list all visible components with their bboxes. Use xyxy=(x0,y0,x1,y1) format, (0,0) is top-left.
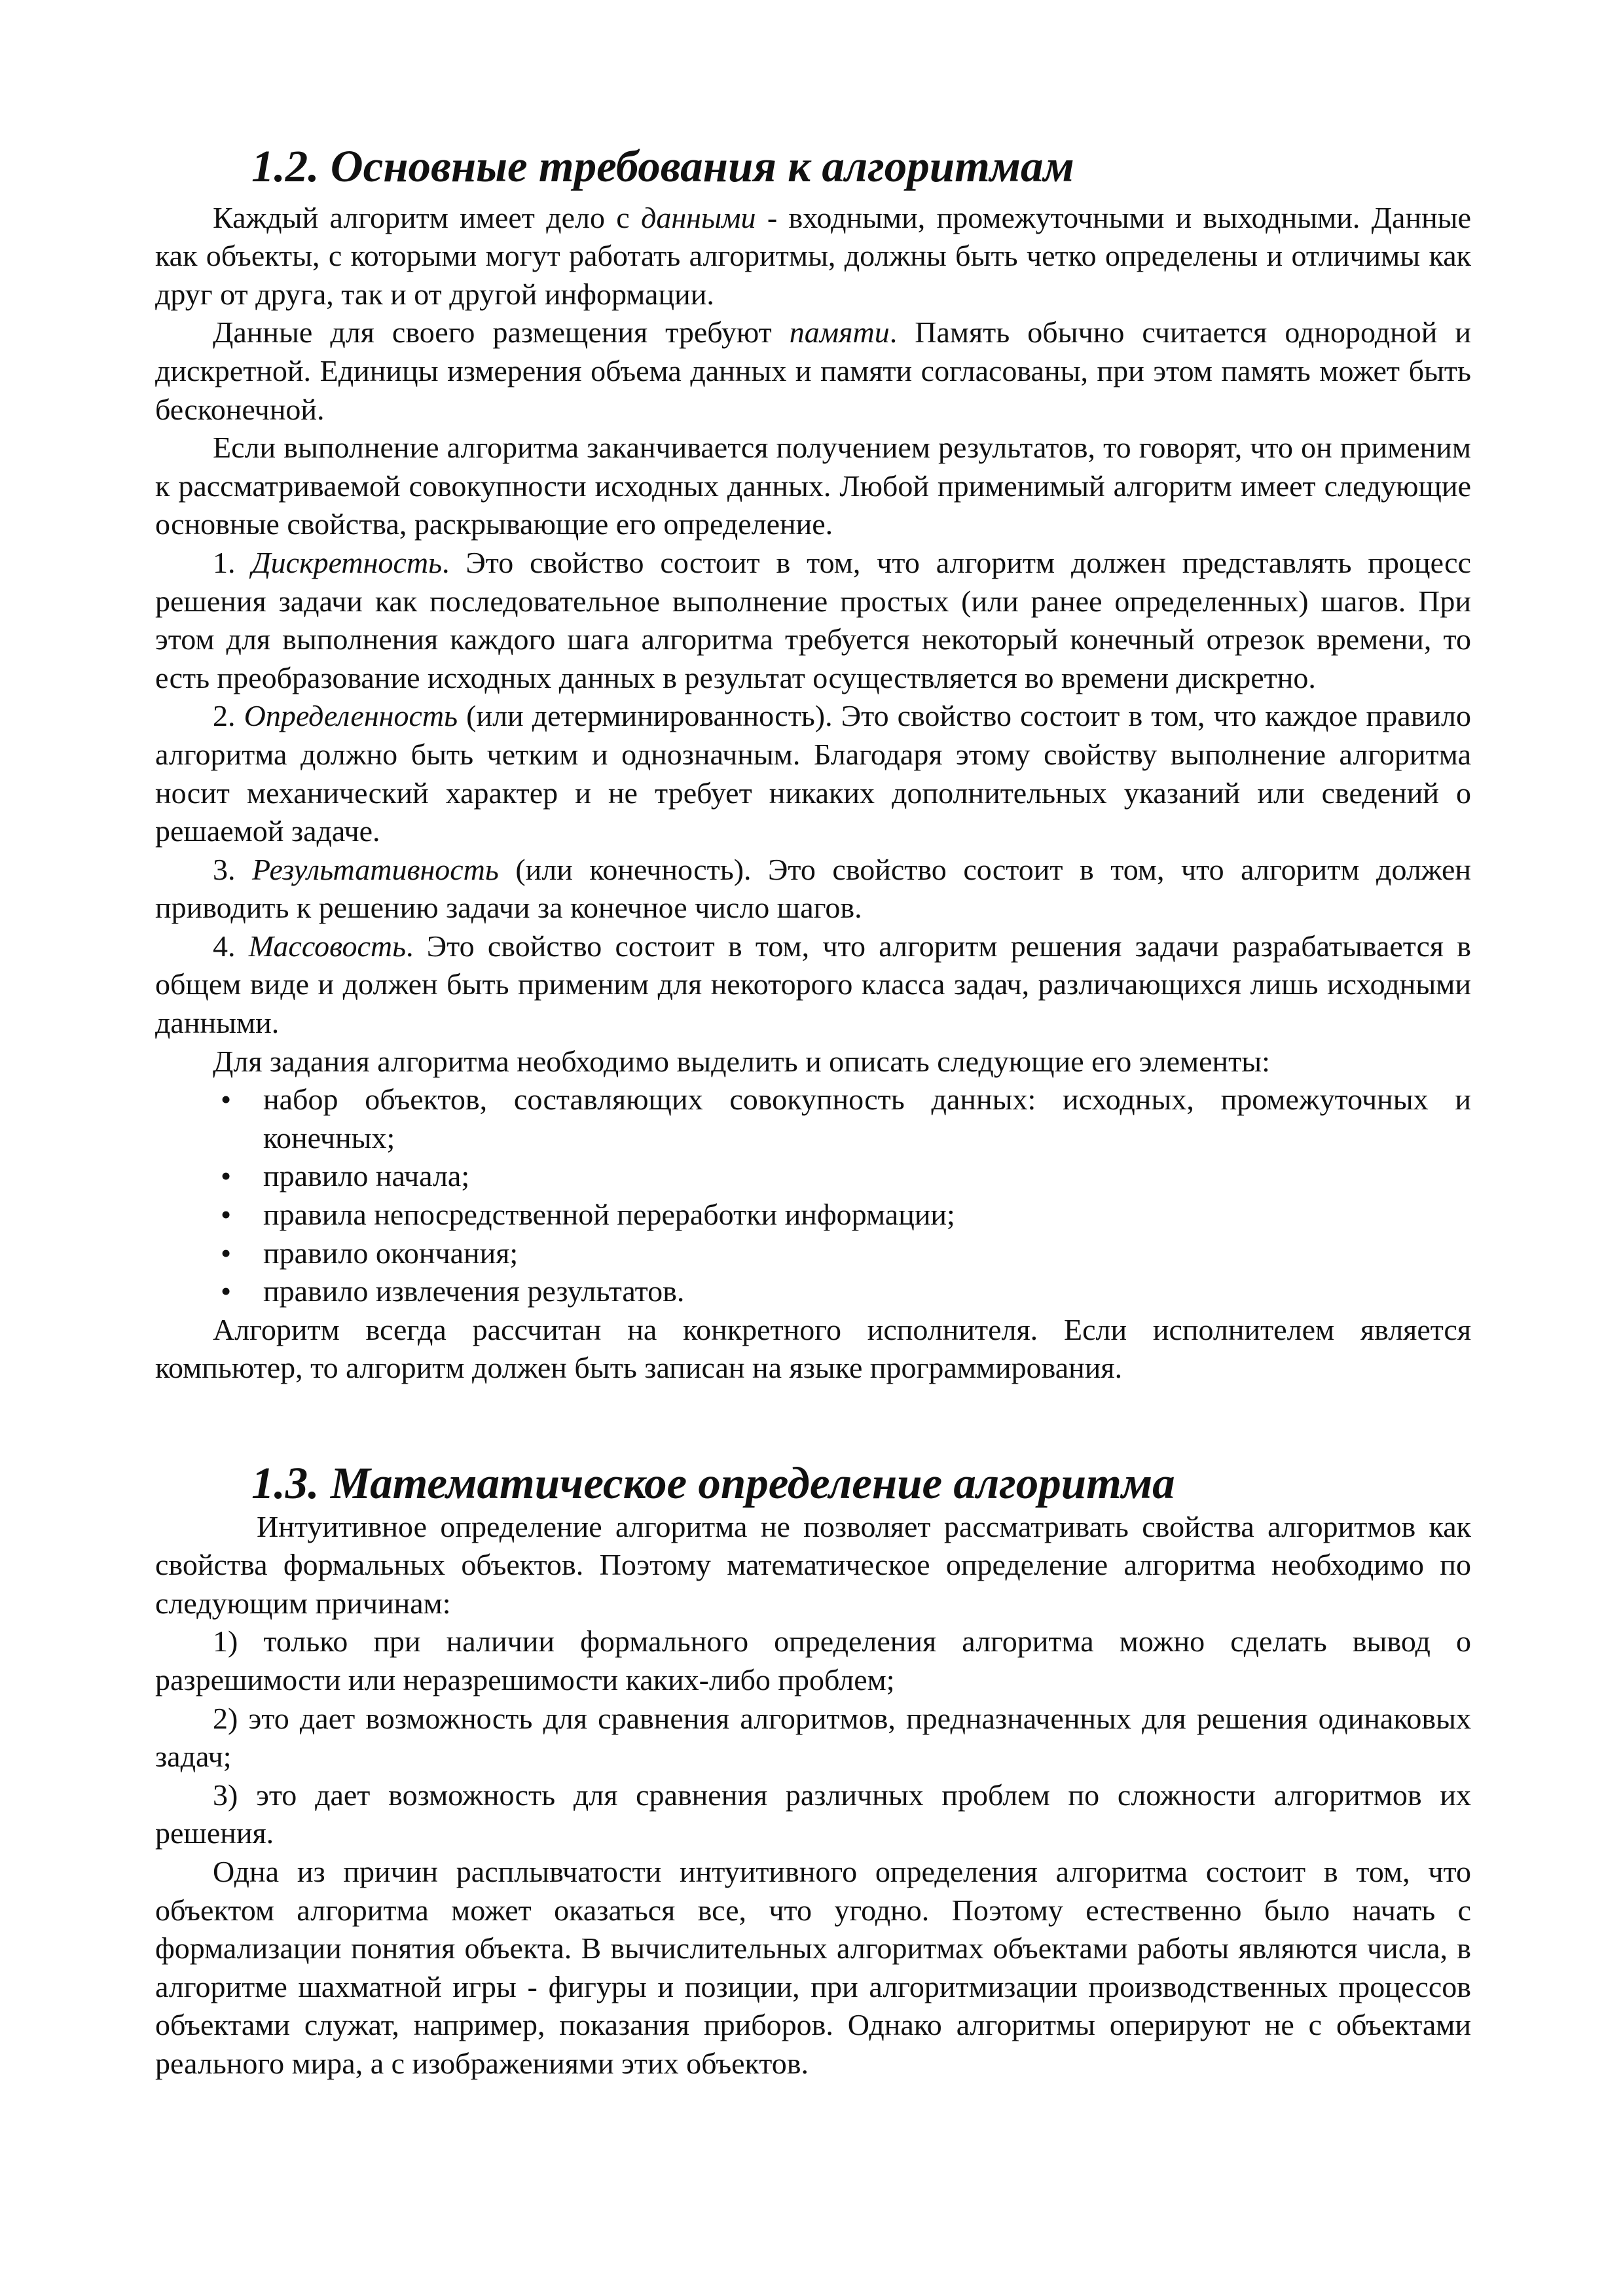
paragraph-intuitive: Интуитивное определение алгоритма не позволяет рассматривать свойства алгоритмов как свойства формальных объектов. Поэтому математическое определение алгоритма необходимо по следующим причинам: xyxy=(155,1509,1471,1620)
list-item: • правило начала; xyxy=(155,1157,1471,1196)
term-data: данными xyxy=(641,200,756,234)
paragraph-applicability: Если выполнение алгоритма заканчивается получением результатов, то говорят, что он применим к рассматриваемой совокупности исходных данных. Любой применимый алгоритм имеет следующие основные свойства, раскрывающие его определение. xyxy=(155,431,1471,541)
paragraph-data: Каждый алгоритм имеет дело с данными - входными, промежуточными и выходными. Данные как объекты, с которыми могут работать алгоритмы, должны быть четко определены и отличимы как друг от друга, так и от другой информации. xyxy=(155,200,1472,311)
property-term: Определенность xyxy=(244,699,458,733)
property-term: Результативность xyxy=(252,852,499,886)
bullet-icon: • xyxy=(220,1274,232,1308)
section-heading-1-3: 1.3. Математическое определение алгоритма xyxy=(251,1458,1175,1508)
property-term: Массовость xyxy=(248,929,407,963)
list-item: • правила непосредственной переработки информации; xyxy=(155,1196,1471,1234)
property-discreteness: 1. Дискретность. Это свойство состоит в том, что алгоритм должен представлять процесс решения задачи как последовательное выполнение простых (или ранее определенных) шагов. При этом для выполнения каждого шага алгоритма требуется некоторый конечный отрезок времени, то есть преобразование исходных данных в результат осуществляется во времени дискретно. xyxy=(155,545,1472,694)
document-page xyxy=(155,141,1472,2083)
list-item: • правило окончания; xyxy=(155,1234,1471,1273)
bullet-icon: • xyxy=(220,1159,232,1193)
list-item: • набор объектов, составляющих совокупность данных: исходных, промежуточных и конечных; xyxy=(155,1081,1471,1157)
reason-item: 2) это дает возможность для сравнения алгоритмов, предназначенных для решения одинаковых задач; xyxy=(155,1701,1471,1774)
reason-item: 1) только при наличии формального определения алгоритма можно сделать вывод о разрешимости или неразрешимости каких-либо проблем; xyxy=(155,1624,1471,1696)
elements-list xyxy=(155,1081,1471,1311)
paragraph-memory: Данные для своего размещения требуют памяти. Память обычно считается однородной и дискретной. Единицы измерения объема данных и памяти согласованы, при этом память может быть бесконечной. xyxy=(155,315,1471,426)
section-gap xyxy=(155,1388,1471,1464)
reason-item: 3) это дает возможность для сравнения различных проблем по сложности алгоритмов их решения. xyxy=(155,1778,1471,1850)
property-massiveness: 4. Массовость. Это свойство состоит в том, что алгоритм решения задачи разрабатывается в общем виде и должен быть применим для некоторого класса задач, различающихся лишь исходными данными. xyxy=(155,929,1472,1040)
bullet-icon: • xyxy=(220,1083,232,1117)
paragraph-elements-intro: Для задания алгоритма необходимо выделить и описать следующие его элементы: xyxy=(213,1044,1270,1078)
bullet-icon: • xyxy=(220,1198,232,1232)
section-heading-1-2: 1.2. Основные требования к алгоритмам xyxy=(251,141,1074,191)
property-definiteness: 2. Определенность (или детерминированность). Это свойство состоит в том, что каждое правило алгоритма должно быть четким и однозначным. Благодаря этому свойству выполнение алгоритма носит механический характер и не требует никаких дополнительных указаний или сведений о решаемой задаче. xyxy=(155,699,1472,848)
paragraph-objects: Одна из причин расплывчатости интуитивного определения алгоритма состоит в том, что объектом алгоритма может оказаться все, что угодно. Поэтому естественно было начать с формализации понятия объекта. В вычислительных алгоритмах объектами работы являются числа, в алгоритме шахматной игры - фигуры и позиции, при алгоритмизации производственных процессов объектами служат, например, показания приборов. Однако алгоритмы оперируют не с объектами реального мира, а с изображениями этих объектов. xyxy=(155,1854,1471,2080)
term-memory: памяти xyxy=(789,315,890,350)
bullet-icon: • xyxy=(220,1236,232,1270)
list-item: • правило извлечения результатов. xyxy=(155,1272,1471,1311)
paragraph-executor: Алгоритм всегда рассчитан на конкретного исполнителя. Если исполнителем является компьютер, то алгоритм должен быть записан на языке программирования. xyxy=(155,1312,1471,1385)
property-term: Дискретность xyxy=(251,545,443,579)
property-effectiveness: 3. Результативность (или конечность). Это свойство состоит в том, что алгоритм должен приводить к решению задачи за конечное число шагов. xyxy=(155,852,1472,925)
